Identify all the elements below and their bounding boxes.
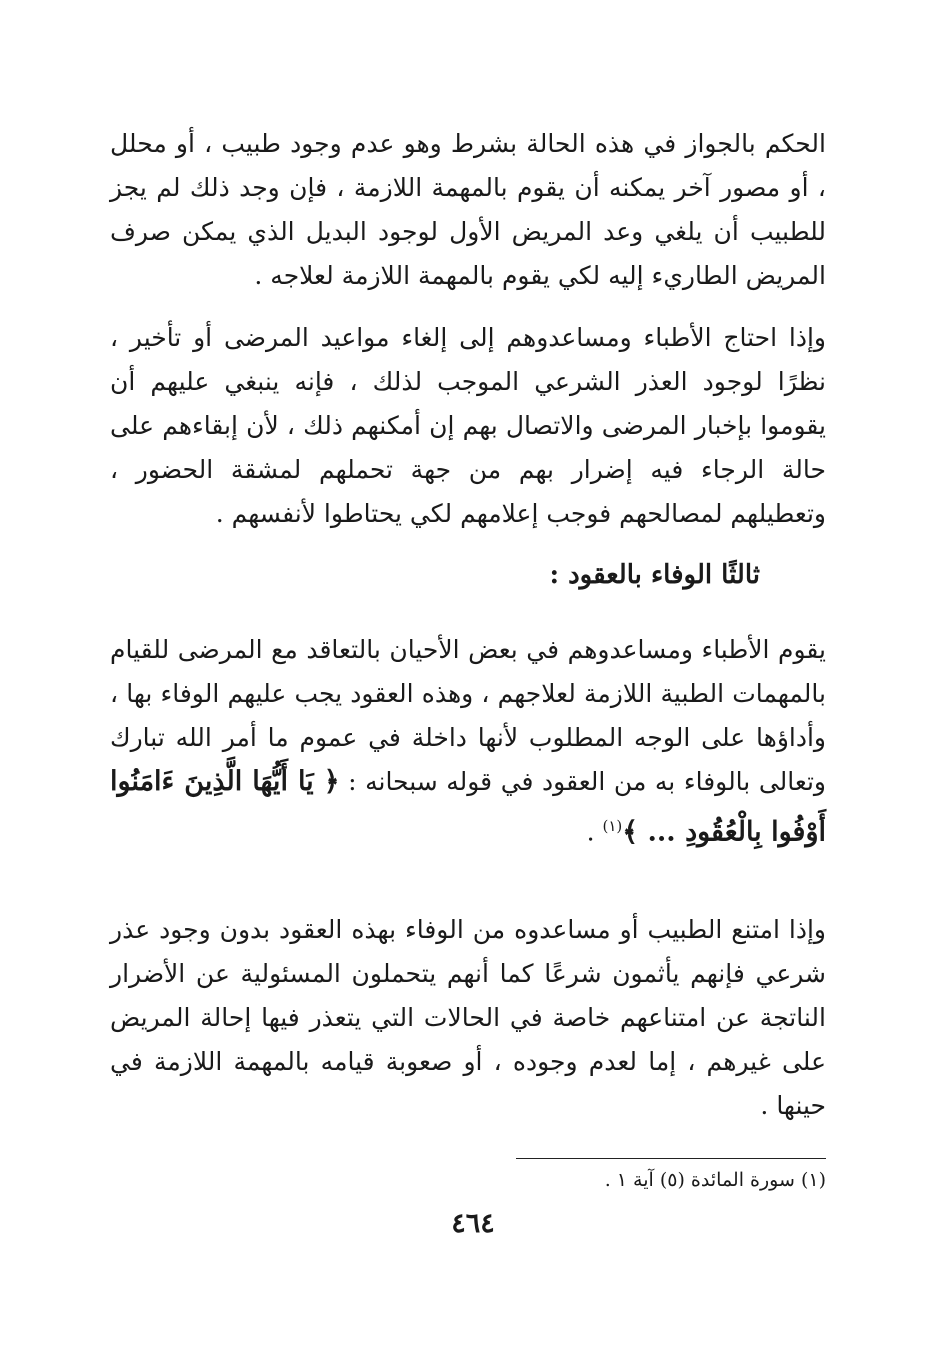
paragraph-3-body <box>110 628 826 854</box>
paragraph-2 <box>110 316 826 536</box>
paragraph-1 <box>110 122 826 298</box>
footnote-divider <box>516 1158 826 1159</box>
footnote: (١) سورة المائدة (٥) آية ١ . <box>604 1169 826 1191</box>
paragraph-4 <box>110 908 826 1128</box>
paragraph-3-end: . <box>586 817 603 847</box>
page-number: ٤٦٤ <box>451 1208 495 1239</box>
paragraph-2-text: وإذا احتاج الأطباء ومساعدوهم إلى إلغاء مواعيد المرضى أو تأخير ، نظرًا لوجود العذر الشرعي الموجب لذلك ، فإنه ينبغي عليهم أن يقوموا بإخبار المرضى والاتصال بهم إن أمكنهم ذلك ، لأن إبقاءهم على حالة الرجاء فيه إضرار بهم من جهة تحملهم لمشقة الحضور ، وتعطيلهم لمصالحهم فوجب إعلامهم لكي يحتاطوا لأنفسهم . <box>110 323 826 528</box>
section-heading: ثالثًا الوفاء بالعقود : <box>549 560 760 590</box>
paragraph-1-text: الحكم بالجواز في هذه الحالة بشرط وهو عدم وجود طبيب ، أو محلل ، أو مصور آخر يمكنه أن يقوم بالمهمة اللازمة ، فإن وجد ذلك لم يجز للطبيب أن يلغي وعد المريض الأول لوجود البديل الذي يمكن صرف المريض الطاريء إليه لكي يقوم بالمهمة اللازمة لعلاجه . <box>110 129 826 290</box>
paragraph-4-text: وإذا امتنع الطبيب أو مساعدوه من الوفاء بهذه العقود بدون وجود عذر شرعي فإنهم يأثمون شرعًا كما أنهم يتحملون المسئولية عن الأضرار الناتجة عن امتناعهم خاصة في الحالات التي يتعذر فيها إحالة المريض على غيرهم ، إما لعدم وجوده ، أو صعوبة قيامه بالمهمة اللازمة في حينها . <box>110 915 826 1120</box>
paragraph-3 <box>110 628 826 854</box>
paragraph-3-text: يقوم الأطباء ومساعدوهم في بعض الأحيان بالتعاقد مع المرضى للقيام بالمهمات الطبية اللازمة لعلاجهم ، وهذه العقود يجب عليهم الوفاء بها ، وأداؤها على الوجه المطلوب لأنها داخلة في عموم ما أمر الله تبارك وتعالى بالوفاء به من العقود في قوله سبحانه : <box>110 635 826 796</box>
footnote-reference: (١) <box>602 817 623 835</box>
quran-verse: ﴿ يَا أَيُّهَا الَّذِينَ ءَامَنُوا أَوْفُوا بِالْعُقُودِ ... ﴾ <box>110 766 826 848</box>
